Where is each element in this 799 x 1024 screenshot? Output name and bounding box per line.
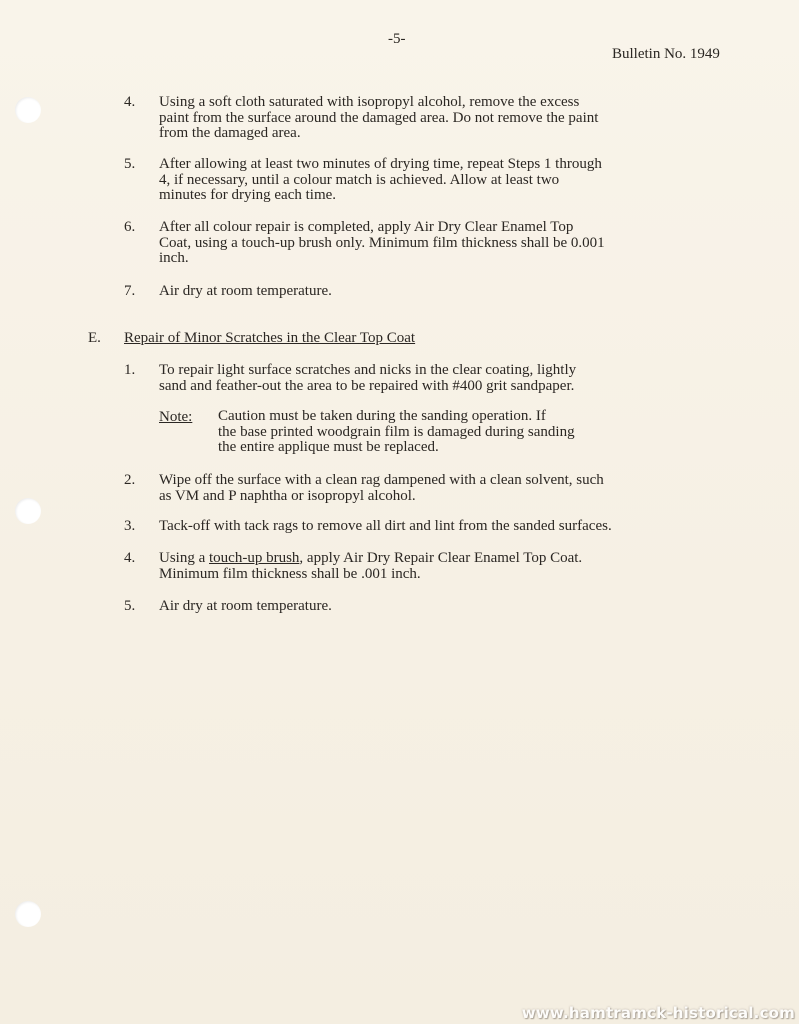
- step-number: 1.: [124, 362, 136, 378]
- bulletin-number: Bulletin No. 1949: [612, 46, 720, 62]
- step-number: 4.: [124, 550, 136, 566]
- note-label: Note:: [159, 409, 193, 425]
- step-number: 3.: [124, 518, 136, 534]
- site-watermark: www.hamtramck-historical.com: [521, 1004, 795, 1022]
- step-number: 6.: [124, 219, 136, 235]
- step-number: 7.: [124, 283, 136, 299]
- step-text-post: , apply Air Dry Repair Clear Enamel Top Coat.: [299, 550, 583, 566]
- step-text-pre: Using a: [159, 550, 209, 566]
- step-text-underlined: touch-up brush: [209, 550, 300, 566]
- step-text: Air dry at room temperature.: [159, 598, 332, 614]
- step-number: 4.: [124, 94, 136, 110]
- step-text: [159, 551, 779, 582]
- step-text: After all colour repair is completed, apply Air Dry Clear Enamel Top Coat, using a touch-up brush only. Minimum film thickness shall be 0.001 inch.: [159, 219, 605, 266]
- step-text: To repair light surface scratches and nicks in the clear coating, lightly sand and feather-out the area to be repaired with #400 grit sandpaper.: [159, 362, 577, 394]
- binder-hole-middle: [15, 498, 41, 524]
- step-text: Tack-off with tack rags to remove all dirt and lint from the sanded surfaces.: [159, 518, 612, 534]
- step-number: 5.: [124, 598, 136, 614]
- section-letter: E.: [88, 330, 101, 346]
- note-text: Caution must be taken during the sanding operation. If the base printed woodgrain film is damaged during sanding the entire applique must be replaced.: [218, 408, 575, 455]
- step-number: 5.: [124, 156, 136, 172]
- binder-hole-bottom: [15, 901, 41, 927]
- step-text: After allowing at least two minutes of drying time, repeat Steps 1 through 4, if necessary, until a colour match is achieved. Allow at least two minutes for drying each time.: [159, 156, 602, 203]
- page-number: -5-: [388, 31, 406, 47]
- step-number: 2.: [124, 472, 136, 488]
- binder-hole-top: [15, 97, 41, 123]
- step-text: Using a soft cloth saturated with isopropyl alcohol, remove the excess paint from the surface around the damaged area. Do not remove the paint from the damaged area.: [159, 94, 599, 141]
- step-text: Air dry at room temperature.: [159, 283, 332, 299]
- step-text-line2: Minimum film thickness shall be .001 inch.: [159, 565, 421, 582]
- section-title: Repair of Minor Scratches in the Clear Top Coat: [124, 330, 416, 346]
- step-text: Wipe off the surface with a clean rag dampened with a clean solvent, such as VM and P naphtha or isopropyl alcohol.: [159, 472, 604, 504]
